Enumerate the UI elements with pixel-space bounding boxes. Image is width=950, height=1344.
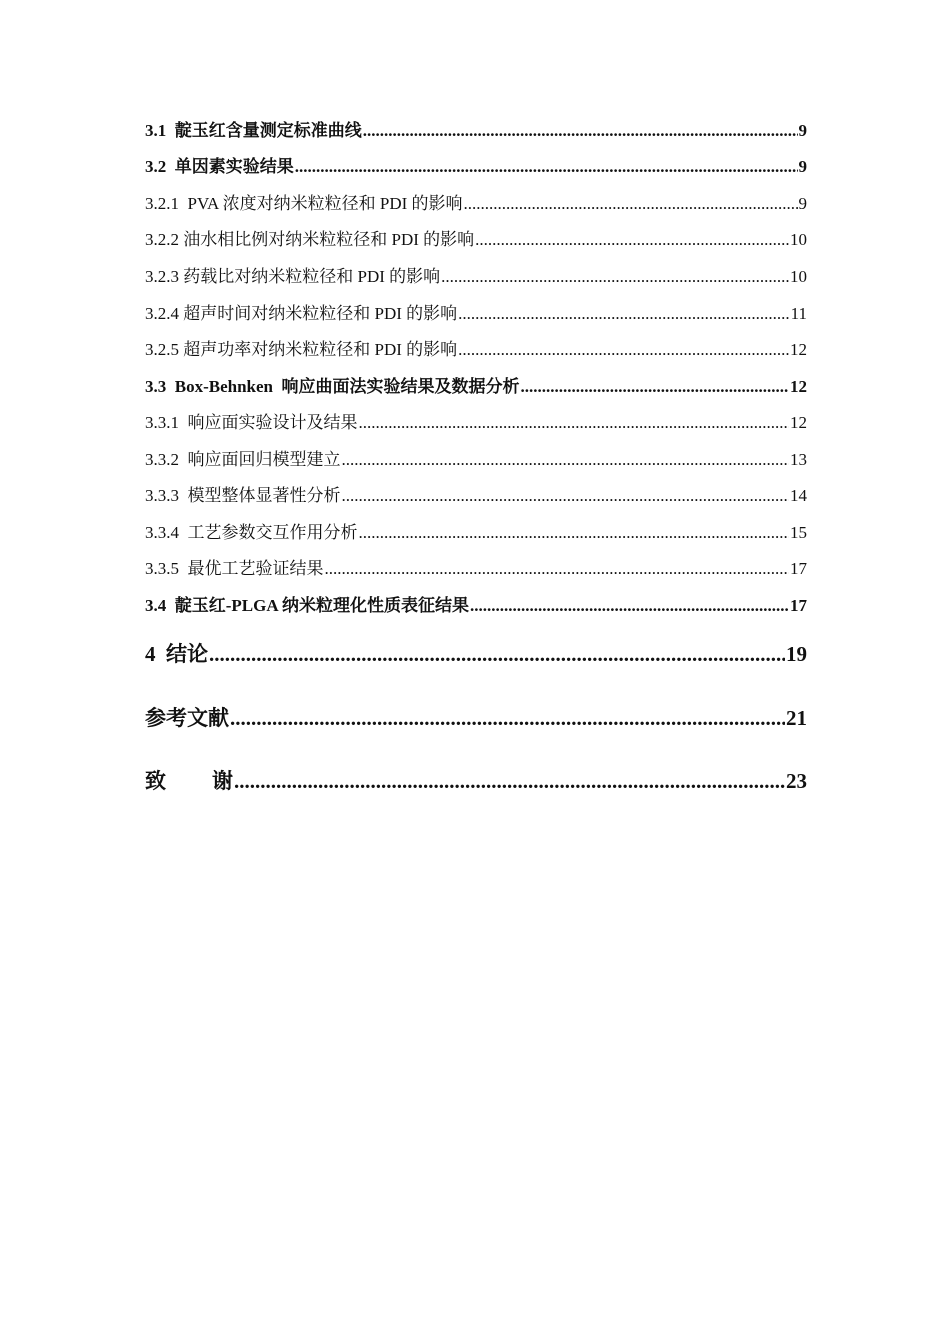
toc-entry-title: 3.3.5 最优工艺验证结果 bbox=[145, 559, 324, 578]
toc-entry-page: 19 bbox=[786, 642, 807, 666]
dot-leader bbox=[464, 194, 798, 214]
dot-leader bbox=[295, 157, 798, 177]
dot-leader bbox=[234, 769, 785, 794]
toc-entry-page: 15 bbox=[790, 523, 807, 542]
toc-entry-title: 3.3.1 响应面实验设计及结果 bbox=[145, 413, 358, 432]
toc-entry-3-3-4[interactable] bbox=[145, 518, 807, 543]
dot-leader bbox=[359, 523, 790, 543]
toc-entry-3-3-3[interactable] bbox=[145, 481, 807, 506]
dot-leader bbox=[441, 267, 789, 287]
toc-entry-title: 3.1 靛玉红含量测定标准曲线 bbox=[145, 121, 362, 140]
toc-entry-references[interactable] bbox=[145, 702, 807, 732]
toc-entry-page: 17 bbox=[790, 596, 807, 615]
toc-entry-title: 3.2.3 药载比对纳米粒粒径和 PDI 的影响 bbox=[145, 267, 441, 286]
dot-leader bbox=[458, 304, 789, 324]
toc-entry-page: 10 bbox=[790, 267, 807, 286]
toc-entry-4[interactable] bbox=[145, 638, 807, 668]
dot-leader bbox=[342, 486, 790, 506]
toc-entry-page: 9 bbox=[798, 157, 807, 176]
dot-leader bbox=[325, 559, 790, 579]
toc-entry-title: 参考文献 bbox=[145, 706, 229, 730]
toc-entry-3-2[interactable] bbox=[145, 152, 807, 177]
toc-entry-3-2-5[interactable] bbox=[145, 335, 807, 360]
toc-entry-3-2-3[interactable] bbox=[145, 262, 807, 287]
toc-entry-title: 3.2.4 超声时间对纳米粒粒径和 PDI 的影响 bbox=[145, 304, 458, 323]
toc-entry-page: 12 bbox=[790, 377, 807, 396]
toc-entry-page: 21 bbox=[786, 706, 807, 730]
toc-entry-title: 3.2.1 PVA 浓度对纳米粒粒径和 PDI 的影响 bbox=[145, 194, 463, 213]
toc-entry-3-3-1[interactable] bbox=[145, 408, 807, 433]
toc-entry-acknowledgements[interactable] bbox=[145, 765, 807, 795]
toc-entry-page: 12 bbox=[790, 413, 807, 432]
toc-entry-page: 9 bbox=[798, 194, 807, 213]
toc-entry-title: 3.2.5 超声功率对纳米粒粒径和 PDI 的影响 bbox=[145, 340, 458, 359]
toc-entry-3-3-2[interactable] bbox=[145, 445, 807, 470]
toc-entry-page: 17 bbox=[790, 559, 807, 578]
toc-entry-3-4[interactable] bbox=[145, 591, 807, 616]
toc-entry-title: 4 结论 bbox=[145, 642, 208, 666]
toc-entry-page: 13 bbox=[790, 450, 807, 469]
toc-entry-title: 3.3.3 模型整体显著性分析 bbox=[145, 486, 341, 505]
toc-entry-page: 10 bbox=[790, 230, 807, 249]
toc-entry-3-3-5[interactable] bbox=[145, 554, 807, 579]
toc-entry-page: 11 bbox=[790, 304, 807, 323]
toc-entry-3-3[interactable] bbox=[145, 372, 807, 397]
toc-entry-3-1[interactable] bbox=[145, 116, 807, 141]
toc-entry-title: 3.3 Box-Behnken 响应曲面法实验结果及数据分析 bbox=[145, 377, 520, 396]
dot-leader bbox=[342, 450, 790, 470]
toc-entry-3-2-4[interactable] bbox=[145, 299, 807, 324]
dot-leader bbox=[209, 642, 785, 667]
toc-entry-page: 23 bbox=[786, 769, 807, 793]
toc-entry-3-2-1[interactable] bbox=[145, 189, 807, 214]
toc-entry-title: 3.2 单因素实验结果 bbox=[145, 157, 294, 176]
dot-leader bbox=[359, 413, 790, 433]
toc-entry-title: 3.2.2 油水相比例对纳米粒粒径和 PDI 的影响 bbox=[145, 230, 475, 249]
dot-leader bbox=[363, 121, 798, 141]
toc-entry-title: 致 谢 bbox=[145, 769, 233, 793]
toc-entry-title: 3.3.2 响应面回归模型建立 bbox=[145, 450, 341, 469]
dot-leader bbox=[230, 706, 785, 731]
toc-entry-title: 3.4 靛玉红-PLGA 纳米粒理化性质表征结果 bbox=[145, 596, 469, 615]
toc-entry-page: 14 bbox=[790, 486, 807, 505]
toc-entry-title: 3.3.4 工艺参数交互作用分析 bbox=[145, 523, 358, 542]
toc-entry-page: 12 bbox=[790, 340, 807, 359]
dot-leader bbox=[458, 340, 789, 360]
toc-entry-3-2-2[interactable] bbox=[145, 225, 807, 250]
toc-entry-page: 9 bbox=[798, 121, 807, 140]
dot-leader bbox=[470, 596, 789, 616]
dot-leader bbox=[521, 377, 790, 397]
dot-leader bbox=[475, 230, 789, 250]
